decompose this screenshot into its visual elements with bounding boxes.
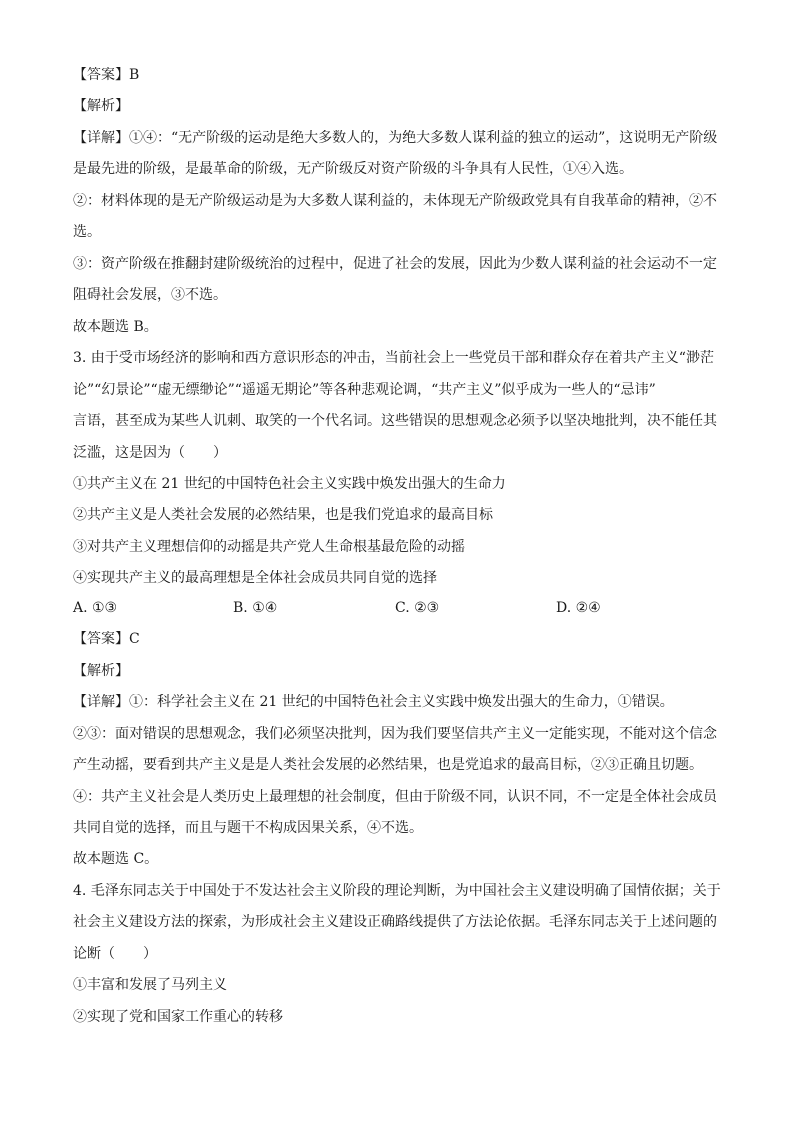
- explanation-line: ②：材料体现的是无产阶级运动是为大多数人谋利益的，未体现无产阶级政党具有自我革命的精神，②不: [73, 193, 717, 209]
- question-3-stem: 3. 由于受市场经济的影响和西方意识形态的冲击，当前社会上一些党员干部和群众存在着共产主义“渺茫: [73, 350, 714, 366]
- conclusion-line-q2: 故本题选 B。: [73, 319, 158, 335]
- explanation-line: ③：资产阶级在推翻封建阶级统治的过程中，促进了社会的发展，因此为少数人谋利益的社会运动不一定: [73, 256, 717, 272]
- statement-item: ①丰富和发展了马列主义: [73, 977, 227, 993]
- explanation-line: ②③：面对错误的思想观念，我们必须坚决批判，因为我们要坚信共产主义一定能实现，不能对这个信念: [73, 726, 717, 742]
- analysis-label-q3: 【解析】: [73, 663, 129, 679]
- choice-b: B. ①④: [233, 600, 278, 616]
- statement-item: ②实现了党和国家工作重心的转移: [73, 1009, 283, 1025]
- conclusion-line-q3: 故本题选 C。: [73, 851, 159, 867]
- statement-item: ①共产主义在 21 世纪的中国特色社会主义实践中焕发出强大的生命力: [73, 476, 506, 492]
- statement-item: ②共产主义是人类社会发展的必然结果，也是我们党追求的最高目标: [73, 507, 493, 523]
- explanation-line: 共同自觉的选择，而且与题干不构成因果关系，④不选。: [73, 820, 423, 836]
- choice-a: A. ①③: [73, 600, 118, 616]
- answer-label-q3: 【答案】C: [73, 631, 140, 647]
- choice-c: C. ②③: [395, 600, 440, 616]
- explanation-line: 选。: [73, 224, 101, 240]
- explanation-line: ④：共产主义社会是人类历史上最理想的社会制度，但由于阶级不同，认识不同，不一定是全体社会成员: [73, 789, 717, 805]
- question-3-stem: 言语，甚至成为某些人讥刺、取笑的一个代名词。这些错误的思想观念必须予以坚决地批判，决不能任其: [73, 413, 717, 429]
- question-4-stem: 论断（ ）: [73, 946, 157, 962]
- answer-label-q2: 【答案】B: [73, 67, 140, 83]
- statement-item: ④实现共产主义的最高理想是全体社会成员共同自觉的选择: [73, 570, 437, 586]
- analysis-label-q2: 【解析】: [73, 98, 129, 114]
- explanation-line: 是最先进的阶级，是最革命的阶级，无产阶级反对资产阶级的斗争具有人民性，①④入选。: [73, 161, 633, 177]
- explanation-line: 阻碍社会发展，③不选。: [73, 287, 227, 303]
- choice-d: D. ②④: [556, 600, 601, 616]
- statement-item: ③对共产主义理想信仰的动摇是共产党人生命根基最危险的动摇: [73, 539, 465, 555]
- question-4-stem: 4. 毛泽东同志关于中国处于不发达社会主义阶段的理论判断，为中国社会主义建设明确了国情依据；关于: [73, 883, 721, 899]
- explanation-line: 【详解】①④：“无产阶级的运动是绝大多数人的，为绝大多数人谋利益的独立的运动”，这说明无产阶级: [73, 130, 718, 146]
- question-3-stem: 论”“幻景论”“虚无缥缈论”“遥遥无期论”等各种悲观论调，“共产主义”似乎成为一些人的“忌讳”: [73, 382, 656, 398]
- question-3-stem: 泛滥，这是因为（ ）: [73, 445, 227, 461]
- explanation-line: 产生动摇，要看到共产主义是是人类社会发展的必然结果，也是党追求的最高目标，②③正确且切题。: [73, 757, 703, 773]
- question-4-stem: 社会主义建设方法的探索，为形成社会主义建设正确路线提供了方法论依据。毛泽东同志关于上述问题的: [73, 914, 717, 930]
- explanation-line: 【详解】①：科学社会主义在 21 世纪的中国特色社会主义实践中焕发出强大的生命力，①错误。: [73, 694, 674, 710]
